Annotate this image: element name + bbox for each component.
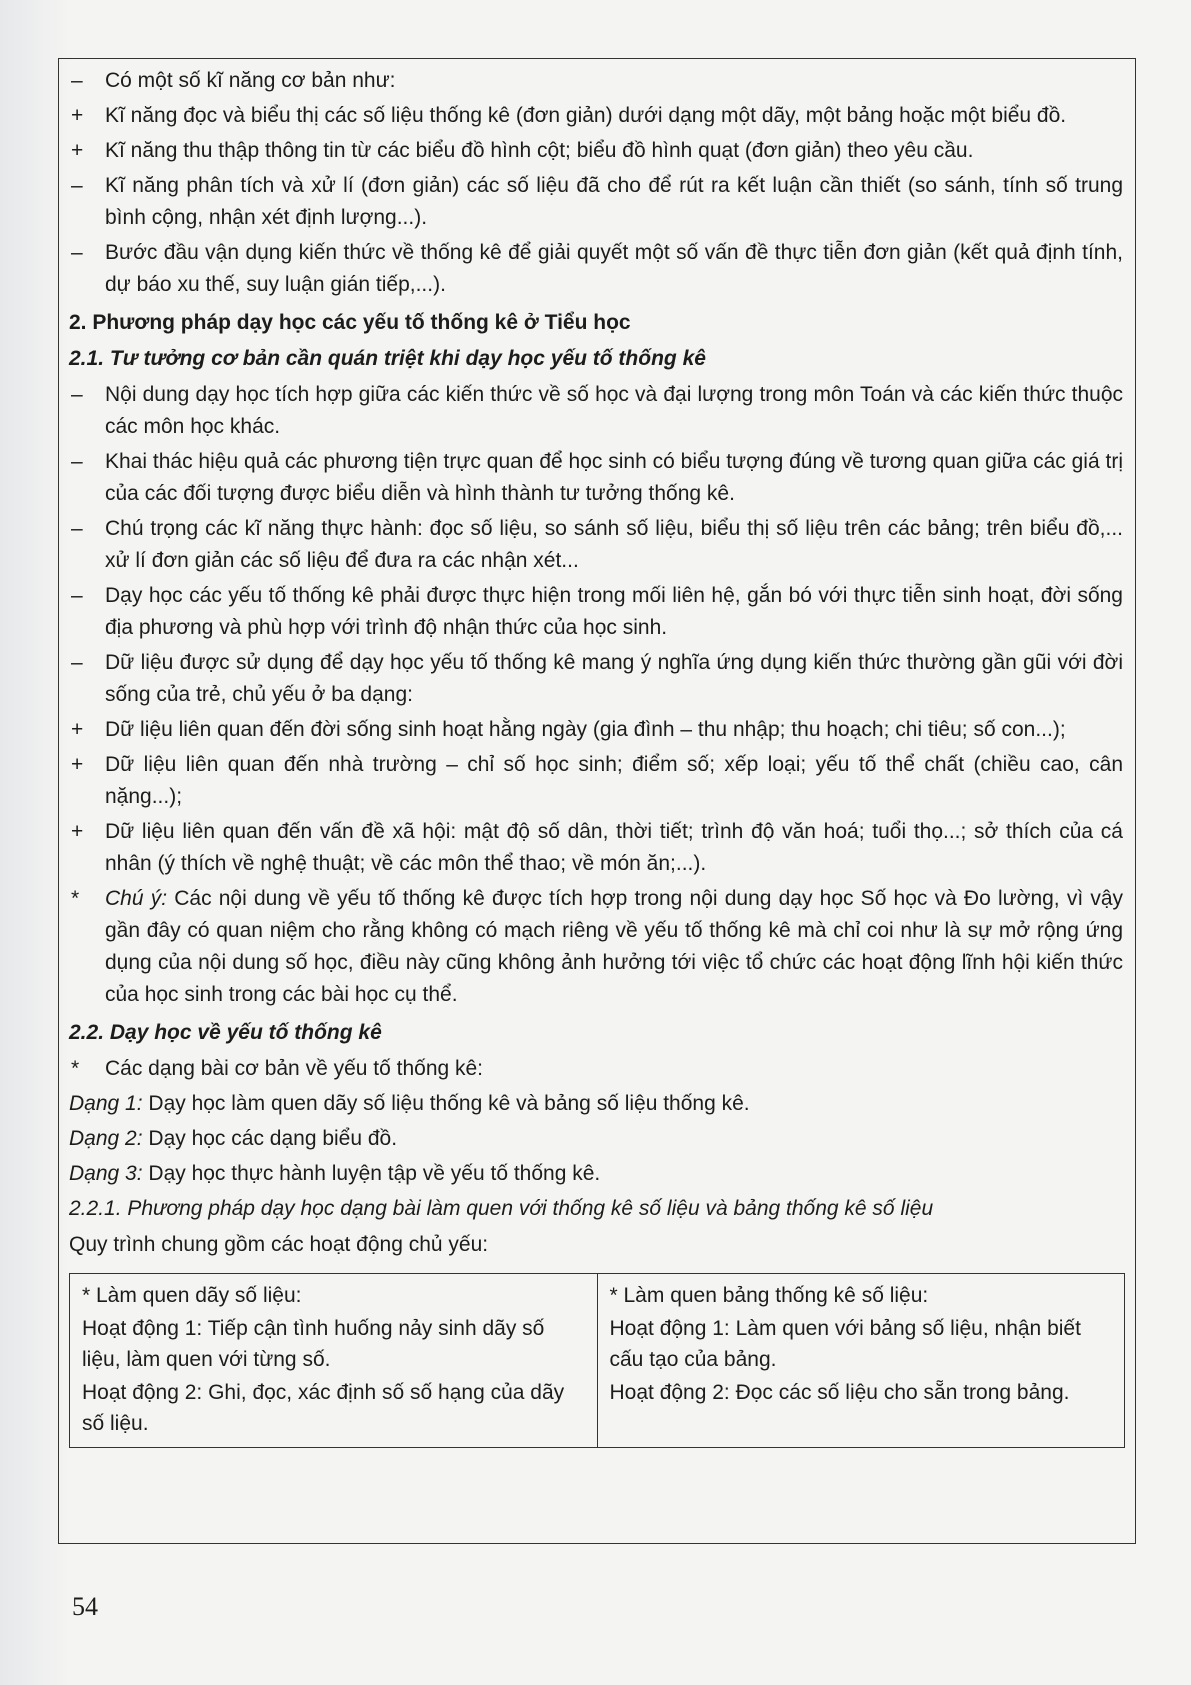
list-item-text: Dạy học các yếu tố thống kê phải được thực hiện trong mối liên hệ, gắn bó với thực tiễn sinh hoạt, đời sống địa phương và phù hợp với trình độ nhận thức của học sinh.: [105, 584, 1123, 639]
cell-heading: * Làm quen bảng thống kê số liệu:: [609, 1284, 929, 1307]
page-number: 54: [72, 1592, 98, 1621]
list-item-text: Khai thác hiệu quả các phương tiện trực quan để học sinh có biểu tượng đúng về tương quan giữa các giá trị của các đối tượng được biểu diễn và hình thành tư tưởng thống kê.: [105, 450, 1123, 505]
list-item: [69, 65, 1123, 97]
plus-marker: +: [71, 139, 84, 162]
list-item: [69, 580, 1123, 644]
table-cell-left: [70, 1274, 598, 1448]
type-line: [69, 1123, 1123, 1155]
type-label: Dạng 3:: [69, 1162, 143, 1185]
dash-marker: –: [71, 383, 83, 406]
list-item: [69, 100, 1123, 132]
list-item-text: Dữ liệu liên quan đến vấn đề xã hội: mật độ số dân, thời tiết; trình độ văn hoá; tuổi thọ...; sở thích của cá nhân (ý thích về nghệ thuật; về các môn thể thao; về món ăn;...).: [105, 820, 1123, 875]
list-item: [69, 647, 1123, 711]
content-frame: [58, 58, 1136, 1544]
note-item: [69, 883, 1123, 1011]
plus-marker: +: [71, 104, 84, 127]
list-item-text: Các dạng bài cơ bản về yếu tố thống kê:: [105, 1057, 484, 1080]
subsection-heading: 2.1. Tư tưởng cơ bản cần quán triệt khi dạy học yếu tố thống kê: [69, 347, 706, 370]
cell-heading: * Làm quen dãy số liệu:: [82, 1284, 302, 1307]
table-cell-right: [597, 1274, 1125, 1448]
dash-marker: –: [71, 584, 83, 607]
subsection-heading: 2.2. Dạy học về yếu tố thống kê: [69, 1021, 382, 1044]
plus-marker: +: [71, 718, 84, 741]
list-item-text: Dữ liệu được sử dụng để dạy học yếu tố thống kê mang ý nghĩa ứng dụng kiến thức thường gần gũi với đời sống của trẻ, chủ yếu ở ba dạng:: [105, 651, 1123, 706]
list-item: [69, 714, 1123, 746]
list-item: [69, 170, 1123, 234]
list-item: [69, 237, 1123, 301]
dash-marker: –: [71, 517, 83, 540]
list-item-text: Kĩ năng phân tích và xử lí (đơn giản) các số liệu đã cho để rút ra kết luận cần thiết (so sánh, tính số trung bình cộng, nhận xét định lượng...).: [105, 174, 1123, 229]
type-text: Dạy học thực hành luyện tập về yếu tố thống kê.: [142, 1162, 601, 1185]
asterisk-marker: *: [71, 887, 80, 910]
cell-text: Hoạt động 2: Ghi, đọc, xác định số số hạng của dãy số liệu.: [82, 1381, 565, 1435]
list-item: [69, 1053, 1123, 1085]
dash-marker: –: [71, 69, 83, 92]
type-label: Dạng 2:: [69, 1127, 143, 1150]
type-line: [69, 1158, 1123, 1190]
dash-marker: –: [71, 174, 83, 197]
dash-marker: –: [71, 450, 83, 473]
list-item: [69, 816, 1123, 880]
type-text: Dạy học làm quen dãy số liệu thống kê và bảng số liệu thống kê.: [142, 1092, 750, 1115]
list-item-text: Chú trọng các kĩ năng thực hành: đọc số liệu, so sánh số liệu, biểu thị số liệu trên các bảng; trên biểu đồ,... xử lí đơn giản các số liệu để đưa ra các nhận xét...: [105, 517, 1123, 572]
subsubsection-heading: 2.2.1. Phương pháp dạy học dạng bài làm quen với thống kê số liệu và bảng thống kê số liệu: [69, 1197, 934, 1220]
section-heading: 2. Phương pháp dạy học các yếu tố thống kê ở Tiểu học: [69, 311, 631, 334]
cell-text: Hoạt động 1: Tiếp cận tình huống nảy sinh dãy số liệu, làm quen với từng số.: [82, 1317, 545, 1371]
cell-text: Hoạt động 1: Làm quen với bảng số liệu, nhận biết cấu tạo của bảng.: [609, 1317, 1081, 1371]
list-item: [69, 379, 1123, 443]
note-label: Chú ý:: [105, 887, 168, 910]
list-item-text: Nội dung dạy học tích hợp giữa các kiến thức về số học và đại lượng trong môn Toán và các kiến thức thuộc các môn học khác.: [105, 383, 1123, 438]
activities-table: [69, 1273, 1125, 1448]
list-item: [69, 513, 1123, 577]
note-body: Các nội dung về yếu tố thống kê được tích hợp trong nội dung dạy học Số học và Đo lường, vì vậy gần đây có quan niệm cho rằng không có mạch riêng về yếu tố thống kê mà chỉ coi như là sự mở rộng ứng dụng của nội dung số học, điều này cũng không ảnh hưởng tới việc tổ chức các hoạt động lĩnh hội kiến thức của học sinh trong các bài học cụ thể.: [105, 887, 1124, 1006]
list-item-text: Kĩ năng thu thập thông tin từ các biểu đồ hình cột; biểu đồ hình quạt (đơn giản) theo yêu cầu.: [105, 139, 974, 162]
plus-marker: +: [71, 753, 84, 776]
type-line: [69, 1088, 1123, 1120]
plus-marker: +: [71, 820, 84, 843]
list-item-text: Kĩ năng đọc và biểu thị các số liệu thống kê (đơn giản) dưới dạng một dãy, một bảng hoặc một biểu đồ.: [105, 104, 1067, 127]
list-item-text: Dữ liệu liên quan đến nhà trường – chỉ số học sinh; điểm số; xếp loại; yếu tố thể chất (chiều cao, cân nặng...);: [105, 753, 1123, 808]
note-text: [105, 883, 1123, 1011]
list-item-text: Dữ liệu liên quan đến đời sống sinh hoạt hằng ngày (gia đình – thu nhập; thu hoạch; chi tiêu; số con...);: [105, 718, 1066, 741]
list-item: [69, 135, 1123, 167]
cell-text: Hoạt động 2: Đọc các số liệu cho sẵn trong bảng.: [609, 1381, 1070, 1404]
list-item: [69, 749, 1123, 813]
list-item-text: Có một số kĩ năng cơ bản như:: [105, 69, 396, 92]
list-item: [69, 446, 1123, 510]
type-label: Dạng 1:: [69, 1092, 143, 1115]
process-intro: Quy trình chung gồm các hoạt động chủ yếu:: [69, 1233, 489, 1256]
table-row: [70, 1274, 1125, 1448]
type-text: Dạy học các dạng biểu đồ.: [142, 1127, 398, 1150]
dash-marker: –: [71, 651, 83, 674]
asterisk-marker: *: [71, 1057, 80, 1080]
list-item-text: Bước đầu vận dụng kiến thức về thống kê để giải quyết một số vấn đề thực tiễn đơn giản (kết quả định tính, dự báo xu thế, suy luận gián tiếp,...).: [105, 241, 1123, 296]
dash-marker: –: [71, 241, 83, 264]
